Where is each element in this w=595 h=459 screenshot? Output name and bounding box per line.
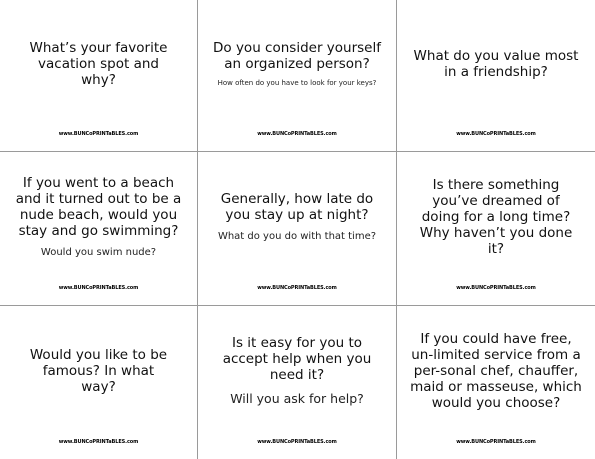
card-followup: Would you swim nude?	[40, 246, 157, 258]
card-question: Would you like to be famous? In what way?	[29, 346, 168, 395]
question-card-4	[0, 152, 198, 306]
card-watermark: www.BUNCoPRINTaBLES.com	[257, 285, 337, 291]
card-watermark: www.BUNCoPRINTaBLES.com	[456, 131, 536, 137]
question-card-6	[397, 152, 595, 306]
card-question: What do you value most in a friendship?	[413, 47, 579, 80]
card-watermark: www.BUNCoPRINTaBLES.com	[257, 131, 337, 137]
card-followup: Will you ask for help?	[230, 391, 364, 406]
question-card-5	[198, 152, 397, 306]
question-card-2	[198, 0, 397, 152]
card-question: Generally, how late do you stay up at night?	[220, 190, 374, 223]
card-question: Is there something you’ve dreamed of doing for a long time? Why haven’t you done it?	[419, 176, 573, 257]
question-card-9	[397, 306, 595, 459]
card-question: If you went to a beach and it turned out to be a nude beach, would you stay and go swimming?	[15, 174, 182, 239]
card-watermark: www.BUNCoPRINTaBLES.com	[58, 285, 139, 291]
card-followup: How often do you have to look for your keys?	[217, 78, 377, 87]
card-followup: What do you do with that time?	[217, 230, 377, 242]
card-question: What’s your favorite vacation spot and why?	[29, 39, 168, 88]
card-watermark: www.BUNCoPRINTaBLES.com	[58, 131, 139, 137]
card-question: Is it easy for you to accept help when you need it?	[222, 335, 372, 383]
card-watermark: www.BUNCoPRINTaBLES.com	[456, 285, 536, 291]
question-card-8	[198, 306, 397, 459]
card-question: If you could have free, un-limited service from a per-sonal chef, chauffer, maid or masseuse, which would you choose?	[410, 330, 582, 411]
question-card-3	[397, 0, 595, 152]
question-card-1	[0, 0, 198, 152]
card-watermark: www.BUNCoPRINTaBLES.com	[58, 439, 139, 445]
question-card-7	[0, 306, 198, 459]
card-question: Do you consider yourself an organized person?	[213, 39, 381, 72]
card-watermark: www.BUNCoPRINTaBLES.com	[456, 439, 536, 445]
card-watermark: www.BUNCoPRINTaBLES.com	[257, 439, 337, 445]
